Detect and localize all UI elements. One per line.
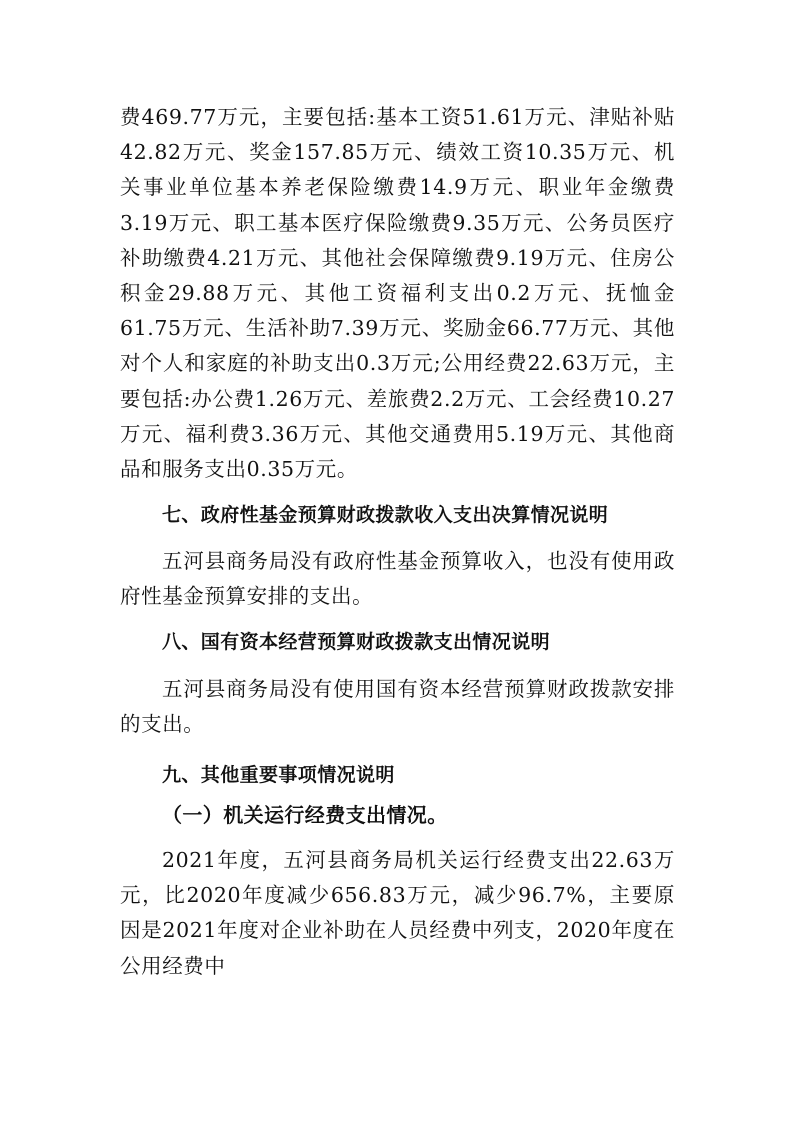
personnel-expense-paragraph: 费469.77万元，主要包括:基本工资51.61万元、津贴补贴42.82万元、奖金157.85万元、绩效工资10.35万元、机关事业单位基本养老保险缴费14.9万元、职业年金缴费3.19万元、职工基本医疗保险缴费9.35万元、公务员医疗补助缴费4.21万元、其他社会保障缴费9.19万元、住房公积金29.88万元、其他工资福利支出0.2万元、抚恤金61.75万元、生活补助7.39万元、奖励金66.77万元、其他对个人和家庭的补助支出0.3万元;公用经费22.63万元，主要包括:办公费1.26万元、差旅费2.2万元、工会经费10.27万元、福利费3.36万元、其他交通费用5.19万元、其他商品和服务支出0.35万元。 bbox=[120, 105, 675, 482]
section-9-1-heading: （一）机关运行经费支出情况。 bbox=[162, 803, 448, 828]
section-7-heading: 七、政府性基金预算财政拨款收入支出决算情况说明 bbox=[162, 504, 609, 527]
section-8-heading: 八、国有资本经营预算财政拨款支出情况说明 bbox=[162, 630, 551, 653]
section-9-heading: 九、其他重要事项情况说明 bbox=[162, 764, 395, 787]
section-7-body: 五河县商务局没有政府性基金预算收入，也没有使用政府性基金预算安排的支出。 bbox=[120, 549, 675, 609]
section-9-1-body: 2021年度，五河县商务局机关运行经费支出22.63万元，比2020年度减少656.83万元，减少96.7%，主要原因是2021年度对企业补助在人员经费中列支，2020年度在公用经费中 bbox=[120, 848, 675, 978]
section-8-body: 五河县商务局没有使用国有资本经营预算财政拨款安排的支出。 bbox=[120, 676, 675, 736]
